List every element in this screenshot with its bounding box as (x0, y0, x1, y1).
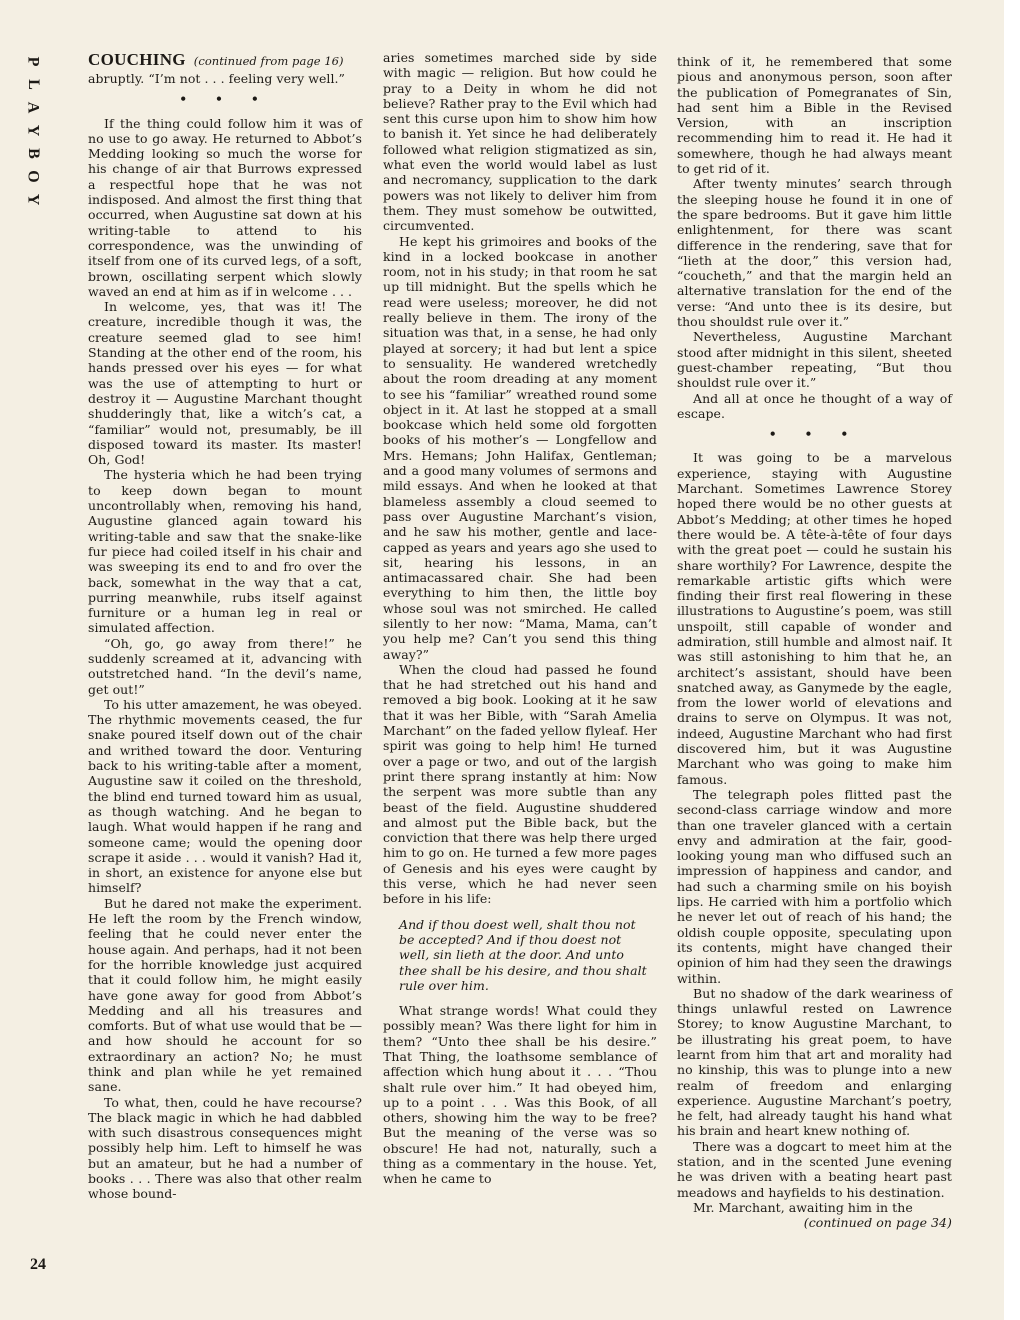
page-number: 24 (30, 1256, 46, 1273)
column-1 (88, 50, 362, 1202)
paragraph: In welcome, yes, that was it! The creature, incredible though it was, the creature seemed glad to see him! Standing at the other end of the room, his hands pressed over his eyes — for what was the use of attempting to hurt or destroy it — Augustine Marchant thought shudderingly that, like a witch’s cat, a “familiar” would not, presumably, be ill disposed toward its master. Its master! Oh, God! (88, 299, 362, 468)
continued-from: (continued from page 16) (193, 54, 344, 68)
magazine-letter: L (24, 79, 42, 90)
paragraph: think of it, he remembered that some pious and anonymous person, soon after the publication of Pomegranates of Sin, had sent him a Bible in the Revised Version, with an inscription recommending him to read it. He had it somewhere, though he had always meant to get rid of it. (677, 54, 952, 177)
story-title: COUCHING (88, 50, 186, 69)
magazine-letter: O (24, 170, 42, 183)
paragraph: It was going to be a marvelous experience, staying with Augustine Marchant. Sometimes Lawrence Storey hoped there would be no other guests at Abbot’s Medding; at other times he hoped there would be. A tête-à-tête of four days with the great poet — could he sustain his share worthily? For Lawrence, despite the remarkable artistic gifts which were finding their first real flowering in these illustrations to Augustine’s poem, was still unspoilt, still capable of wonder and admiration, still humble and almost naif. It was still astonishing to him that he, an architect’s assistant, should have been snatched away, as Ganymede by the eagle, from the lower world of elevations and drains to serve on Olympus. It was not, indeed, Augustine Marchant who had first discovered him, but it was Augustine Marchant who was going to make him famous. (677, 450, 952, 787)
paragraph: abruptly. “I’m not . . . feeling very well.” (88, 71, 345, 86)
paragraph: He kept his grimoires and books of the kind in a locked bookcase in another room, not in his study; in that room he sat up till midnight. But the spells which he read were useless; moreover, he did not really believe in them. The irony of the situation was that, in a sense, he had only played at sorcery; it had but lent a spice to sensuality. He wandered wretchedly about the room dreading at any moment to see his “familiar” wreathed round some object in it. At last he stopped at a small bookcase which held some old forgotten books of his mother’s — Longfellow and Mrs. Hemans; John Halifax, Gentleman; and a good many volumes of sermons and mild essays. And when he looked at that blameless assembly a cloud seemed to pass over Augustine Marchant’s vision, and he saw his mother, gentle and lace-capped as years and years ago she used to sit, hearing his lessons, in an antimacassared chair. She had been everything to him then, the little boy whose soul was not smirched. He called silently to her now: “Mama, Mama, can’t you help me? Can’t you send this thing away?” (383, 233, 657, 662)
paragraph: The telegraph poles flitted past the second-class carriage window and more than one traveler glanced with a certain envy and admiration at the fair, good-looking young man who diffused such an impression of happiness and candor, and had such a charming smile on his boyish lips. He carried with him a portfolio which he never let out of reach of his hand; the oldish couple opposite, speculating upon its contents, might have changed their opinion of him had they seen the drawings within. (677, 786, 952, 986)
paragraph: When the cloud had passed he found that he had stretched out his hand and removed a big book. Looking at it he saw that it was her Bible, with “Sarah Amelia Marchant” on the faded yellow flyleaf. Her spirit was going to help him! He turned over a page or two, and out of the largish print there sprang instantly at him: Now the serpent was more subtle than any beast of the field. Augustine shuddered and almost put the Bible back, but the conviction that there was help there urged him to go on. He turned a few more pages of Genesis and his eyes were caught by this verse, which he had never seen before in his life: (383, 661, 657, 907)
paragraph: What strange words! What could they possibly mean? Was there light for him in them? “Unto thee shall be his desire.” That Thing, the loathsome semblance of affection which hung about it . . . “Thou shalt rule over him.” It had obeyed him, up to a point . . . Was this Book, of all others, showing him the way to be free? But the meaning of the verse was so obscure! He had not, naturally, such a thing as a commentary in the house. Yet, when he came to (383, 1003, 657, 1187)
magazine-name-vertical (22, 50, 44, 211)
column-2 (383, 50, 657, 1187)
paragraph: Mr. Marchant, awaiting him in the (693, 1199, 913, 1215)
paragraph: After twenty minutes’ search through the sleeping house he found it in one of the spare bedrooms. But it gave him little enlightenment, for there was scant difference in the rendering, save that for “lieth at the door,” this version had, “coucheth,” and that the margin held an alternative translation for the end of the verse: “And unto thee is its desire, but thou shouldst rule over it.” (677, 176, 952, 330)
bible-verse: And if thou doest well, shalt thou not be accepted? And if thou doest not well, sin lieth at the door. And unto thee shall be his desire, and thou shalt rule over him. (399, 916, 647, 993)
paragraph: To what, then, could he have recourse? The black magic in which he had dabbled with such disastrous consequences might possibly help him. Left to himself he was but an amateur, but he had a number of books . . . There was also that other realm whose bound- (88, 1094, 362, 1202)
paragraph: There was a dogcart to meet him at the station, and in the scented June evening he was driven with a beating heart past meadows and hayfields to his destination. (677, 1138, 952, 1200)
paragraph: Nevertheless, Augustine Marchant stood after midnight in this silent, sheeted guest-chamber repeating, “But thou shouldst rule over it.” (677, 329, 952, 391)
magazine-letter: P (24, 56, 42, 67)
paragraph: aries sometimes marched side by side with magic — religion. But how could he pray to a Deity in whom he did not believe? Rather pray to the Evil which had sent this curse upon him to show him how to banish it. Yet since he had deliberately followed what religion stigmatized as sin, what even the world would label as lust and necromancy, supplication to the dark powers was not likely to deliver him from them. They must somehow be outwitted, circumvented. (383, 50, 657, 234)
paragraph: “Oh, go, go away from there!” he suddenly screamed at it, advancing with outstretched hand. “In the devil’s name, get out!” (88, 635, 362, 697)
magazine-letter: Y (24, 193, 42, 206)
column-3 (677, 54, 952, 1231)
story-header (88, 50, 362, 71)
paragraph: And all at once he thought of a way of escape. (677, 390, 952, 421)
continued-on: (continued on page 34) (803, 1215, 952, 1231)
magazine-letter: B (24, 148, 42, 159)
paragraph: The hysteria which he had been trying to keep down began to mount uncontrollably when, removing his hand, Augustine glanced again toward his writing-table and saw that the snake-like fur piece had coiled itself in his chair and was sweeping its end to and fro over the back, somewhat in the way that a cat, purring meanwhile, rubs itself against furniture or a human leg in real or simulated affection. (88, 467, 362, 636)
magazine-letter: Y (24, 124, 42, 137)
scene-break: • • • (179, 92, 271, 107)
paragraph: To his utter amazement, he was obeyed. The rhythmic movements ceased, the fur snake poured itself down out of the chair and writhed toward the door. Venturing back to his writing-table after a moment, Augustine saw it coiled on the threshold, the blind end turned toward him as usual, as though watching. And he began to laugh. What would happen if he rang and someone came; would the opening door scrape it aside . . . would it vanish? Had it, in short, an existence for anyone else but himself? (88, 696, 362, 896)
magazine-letter: A (24, 101, 42, 114)
paragraph: But no shadow of the dark weariness of things unlawful rested on Lawrence Storey; to know Augustine Marchant, to be illustrating his great poem, to have learnt from him that art and morality had no kinship, this was to plunge into a new realm of freedom and enlarging experience. Augustine Marchant’s poetry, he felt, had already taught his hand what his brain and heart knew nothing of. (677, 985, 952, 1139)
paragraph: But he dared not make the experiment. He left the room by the French window, feeling that he could never enter the house again. And perhaps, had it not been for the horrible knowledge just acquired that it could follow him, he might easily have gone away for good from Abbot’s Medding and all his treasures and comforts. But of what use would that be — and how should he account for so extraordinary an action? No; he must think and plan while he yet remained sane. (88, 895, 362, 1095)
paragraph: If the thing could follow him it was of no use to go away. He returned to Abbot’s Medding looking so much the worse for his change of air that Burrows expressed a respectful hope that he was not indisposed. And almost the first thing that occurred, when Augustine sat down at his writing-table to attend to his correspondence, was the unwinding of itself from one of its curved legs, of a soft, brown, oscillating serpent which slowly waved an end at him as if in welcome . . . (88, 115, 362, 299)
page-edge (1004, 0, 1020, 1320)
scene-break: • • • (768, 427, 861, 442)
